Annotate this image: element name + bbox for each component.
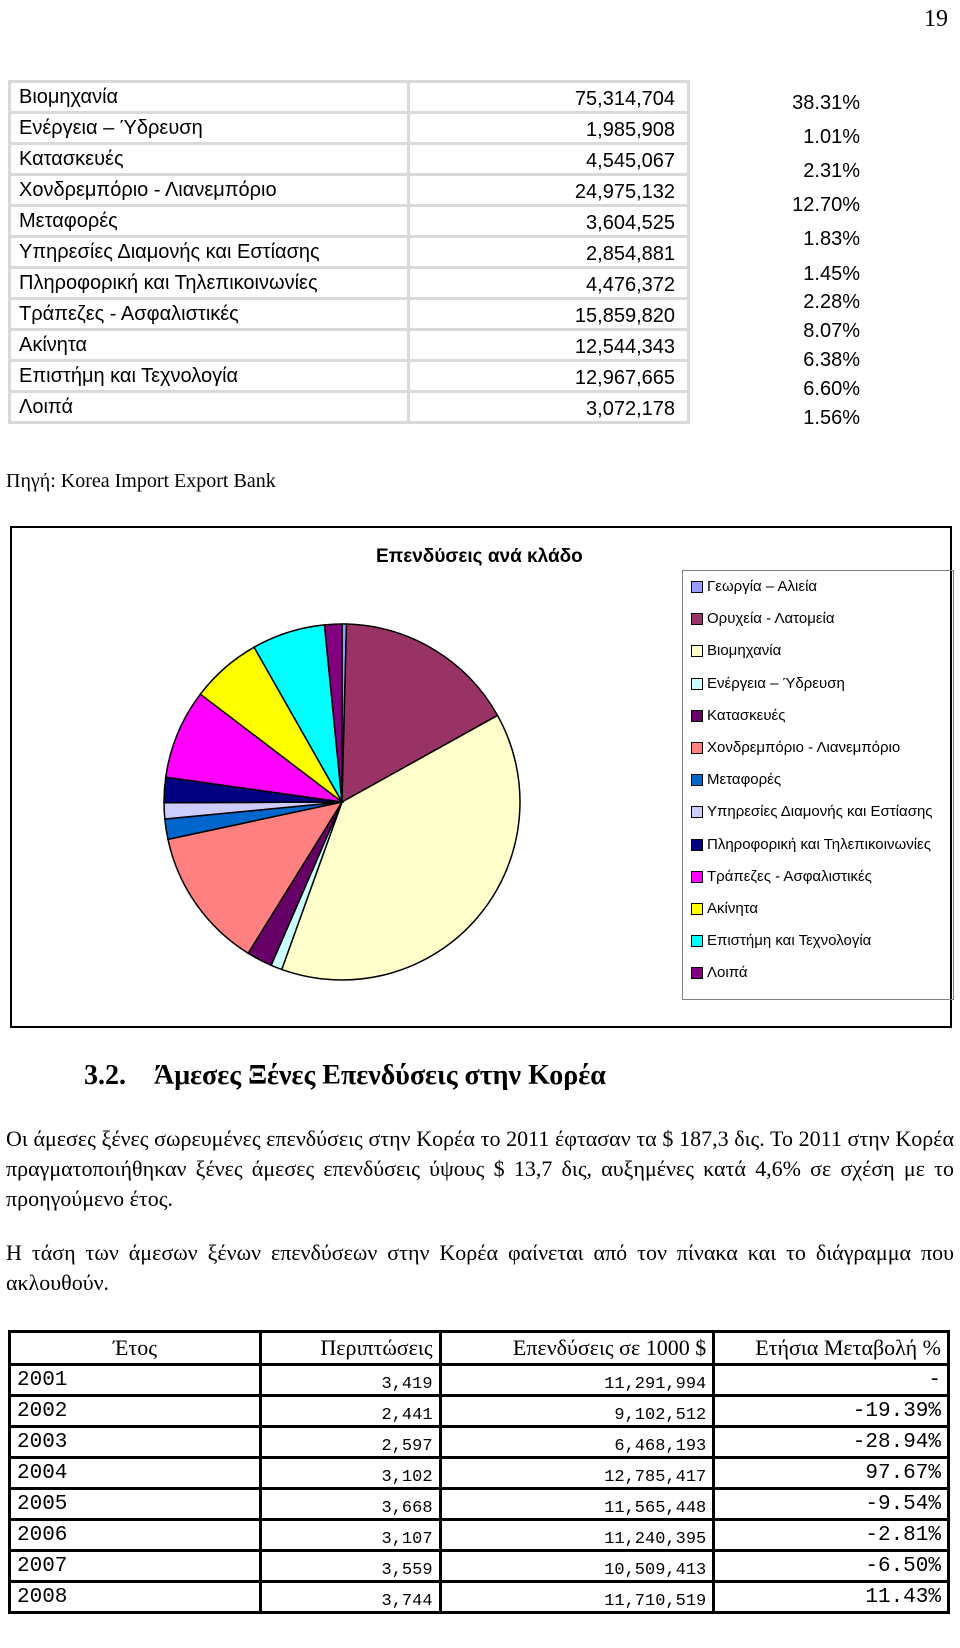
legend-swatch (691, 806, 703, 818)
column-header-cases: Περιπτώσεις (261, 1332, 440, 1365)
legend-label: Κατασκευές (707, 706, 786, 724)
sector-value: 3,604,525 (408, 206, 688, 237)
chart-title: Επενδύσεις ανά κλάδο (376, 546, 583, 567)
cell-investment: 11,291,994 (440, 1365, 714, 1396)
sector-percentage: 6.60% (803, 378, 860, 400)
table-row (10, 113, 689, 144)
cell-cases: 3,102 (261, 1458, 440, 1489)
table-row (10, 144, 689, 175)
legend-label: Υπηρεσίες Διαμονής και Εστίασης (707, 803, 933, 821)
cell-investment: 11,710,519 (440, 1582, 714, 1613)
cell-cases: 3,668 (261, 1489, 440, 1520)
legend-item (691, 674, 845, 694)
sector-percentage: 1.56% (803, 407, 860, 429)
legend-swatch (691, 935, 703, 947)
cell-cases: 3,559 (261, 1551, 440, 1582)
table-row (10, 175, 689, 206)
legend-swatch (691, 871, 703, 883)
table-row (10, 1365, 949, 1396)
sector-name: Τράπεζες - Ασφαλιστικές (10, 299, 409, 330)
sector-value: 2,854,881 (408, 237, 688, 268)
legend-item (691, 963, 748, 983)
sector-percentage: 2.28% (803, 291, 860, 313)
cell-change: -19.39% (714, 1396, 949, 1427)
legend-swatch (691, 903, 703, 915)
table-row (10, 82, 689, 113)
sector-percentage: 2.31% (803, 160, 860, 182)
sector-value: 1,985,908 (408, 113, 688, 144)
pie-chart-plot (152, 618, 532, 998)
cell-investment: 9,102,512 (440, 1396, 714, 1427)
sector-value: 75,314,704 (408, 82, 688, 113)
table-row (10, 1551, 949, 1582)
cell-change: - (714, 1365, 949, 1396)
cell-investment: 11,240,395 (440, 1520, 714, 1551)
sector-name: Βιομηχανία (10, 82, 409, 113)
pie-chart (10, 526, 952, 1028)
legend-label: Ορυχεία - Λατομεία (707, 610, 835, 628)
sector-value: 4,476,372 (408, 268, 688, 299)
source-note: Πηγή: Korea Import Export Bank (6, 470, 276, 492)
table-row (10, 237, 689, 268)
legend-swatch (691, 645, 703, 657)
legend-swatch (691, 839, 703, 851)
cell-cases: 3,744 (261, 1582, 440, 1613)
table-row (10, 1489, 949, 1520)
cell-year: 2001 (10, 1365, 261, 1396)
table-row (10, 361, 689, 392)
table-row (10, 1396, 949, 1427)
cell-year: 2008 (10, 1582, 261, 1613)
legend-label: Πληροφορική και Τηλεπικοινωνίες (707, 835, 931, 853)
legend-label: Χονδρεμπόριο - Λιανεμπόριο (707, 739, 901, 756)
legend-label: Λοιπά (707, 964, 748, 982)
cell-year: 2007 (10, 1551, 261, 1582)
sector-name: Επιστήμη και Τεχνολογία (10, 361, 409, 392)
sector-value: 3,072,178 (408, 392, 688, 423)
legend-label: Τράπεζες - Ασφαλιστικές (707, 867, 872, 885)
section-title: Άμεσες Ξένες Επενδύσεις στην Κορέα (154, 1060, 606, 1091)
legend-label: Γεωργία – Αλιεία (707, 578, 818, 595)
column-header-change: Ετήσια Μεταβολή % (714, 1332, 949, 1365)
legend-label: Ακίνητα (707, 900, 759, 917)
sector-name: Πληροφορική και Τηλεπικοινωνίες (10, 268, 409, 299)
cell-change: 11.43% (714, 1582, 949, 1613)
paragraph-fdi-summary: Οι άμεσες ξένες σωρευμένες επενδύσεις στην Κορέα το 2011 έφτασαν τα $ 187,3 δις. Το 2011 στην Κορέα πραγματοποιήθηκαν ξένες άμεσες επενδύσεις ύψους $ 13,7 δις, αυξημένες κατά 4,6% σε σχέση με το προηγούμενο έτος. (6, 1126, 954, 1211)
sector-name: Κατασκευές (10, 144, 409, 175)
table-header-row (10, 1332, 949, 1365)
legend-item (691, 899, 758, 919)
cell-cases: 2,597 (261, 1427, 440, 1458)
legend-item (691, 609, 835, 629)
legend-item (691, 738, 900, 758)
cell-investment: 12,785,417 (440, 1458, 714, 1489)
legend-item (691, 577, 817, 597)
cell-year: 2003 (10, 1427, 261, 1458)
sector-percentage: 38.31% (792, 92, 860, 114)
legend-label: Βιομηχανία (707, 642, 782, 660)
cell-year: 2005 (10, 1489, 261, 1520)
sector-value: 12,967,665 (408, 361, 688, 392)
sector-value: 12,544,343 (408, 330, 688, 361)
cell-cases: 3,419 (261, 1365, 440, 1396)
cell-change: -2.81% (714, 1520, 949, 1551)
cell-change: -9.54% (714, 1489, 949, 1520)
table-row (10, 206, 689, 237)
legend-item (691, 641, 781, 661)
legend-item (691, 867, 872, 887)
column-header-year: Έτος (10, 1332, 261, 1365)
legend-label: Επιστήμη και Τεχνολογία (707, 932, 872, 950)
section-number: 3.2. (84, 1060, 126, 1091)
table-row (10, 392, 689, 423)
sector-percentage: 1.01% (803, 126, 860, 148)
legend-swatch (691, 774, 703, 786)
table-row (10, 1520, 949, 1551)
column-header-investment: Επενδύσεις σε 1000 $ (440, 1332, 714, 1365)
sector-value: 15,859,820 (408, 299, 688, 330)
legend-label: Ενέργεια – Ύδρευση (707, 674, 845, 692)
legend-swatch (691, 613, 703, 625)
page-number: 19 (924, 6, 948, 32)
sector-value: 4,545,067 (408, 144, 688, 175)
sector-value: 24,975,132 (408, 175, 688, 206)
sector-name: Ενέργεια – Ύδρευση (10, 113, 409, 144)
cell-year: 2006 (10, 1520, 261, 1551)
cell-change: 97.67% (714, 1458, 949, 1489)
sector-percentage: 6.38% (803, 349, 860, 371)
sector-percentage: 1.83% (803, 228, 860, 250)
cell-investment: 10,509,413 (440, 1551, 714, 1582)
cell-year: 2002 (10, 1396, 261, 1427)
cell-change: -6.50% (714, 1551, 949, 1582)
sector-percentage: 8.07% (803, 320, 860, 342)
legend-swatch (691, 678, 703, 690)
sector-name: Υπηρεσίες Διαμονής και Εστίασης (10, 237, 409, 268)
legend-item (691, 835, 931, 855)
table-row (10, 1458, 949, 1489)
legend-swatch (691, 581, 703, 593)
section-heading (84, 1060, 606, 1092)
chart-legend (682, 570, 954, 1000)
fdi-by-year-table (8, 1330, 950, 1614)
sector-investment-table (8, 80, 690, 424)
table-row (10, 299, 689, 330)
legend-swatch (691, 742, 703, 754)
cell-change: -28.94% (714, 1427, 949, 1458)
paragraph-fdi-trend: Η τάση των άμεσων ξένων επενδύσεων στην Κορέα φαίνεται από τον πίνακα και το διάγραμμα που ακλουθούν. (6, 1240, 954, 1295)
legend-swatch (691, 967, 703, 979)
sector-percentage: 12.70% (792, 194, 860, 216)
sector-name: Χονδρεμπόριο - Λιανεμπόριο (10, 175, 409, 206)
cell-investment: 11,565,448 (440, 1489, 714, 1520)
legend-item (691, 931, 871, 951)
legend-item (691, 802, 933, 822)
table-row (10, 1427, 949, 1458)
legend-label: Μεταφορές (707, 771, 782, 789)
sector-percentage: 1.45% (803, 263, 860, 285)
sector-name: Μεταφορές (10, 206, 409, 237)
table-row (10, 268, 689, 299)
legend-swatch (691, 710, 703, 722)
legend-item (691, 770, 781, 790)
table-row (10, 1582, 949, 1613)
cell-cases: 2,441 (261, 1396, 440, 1427)
cell-year: 2004 (10, 1458, 261, 1489)
table-row (10, 330, 689, 361)
cell-investment: 6,468,193 (440, 1427, 714, 1458)
sector-name: Ακίνητα (10, 330, 409, 361)
sector-name: Λοιπά (10, 392, 409, 423)
legend-item (691, 706, 785, 726)
cell-cases: 3,107 (261, 1520, 440, 1551)
